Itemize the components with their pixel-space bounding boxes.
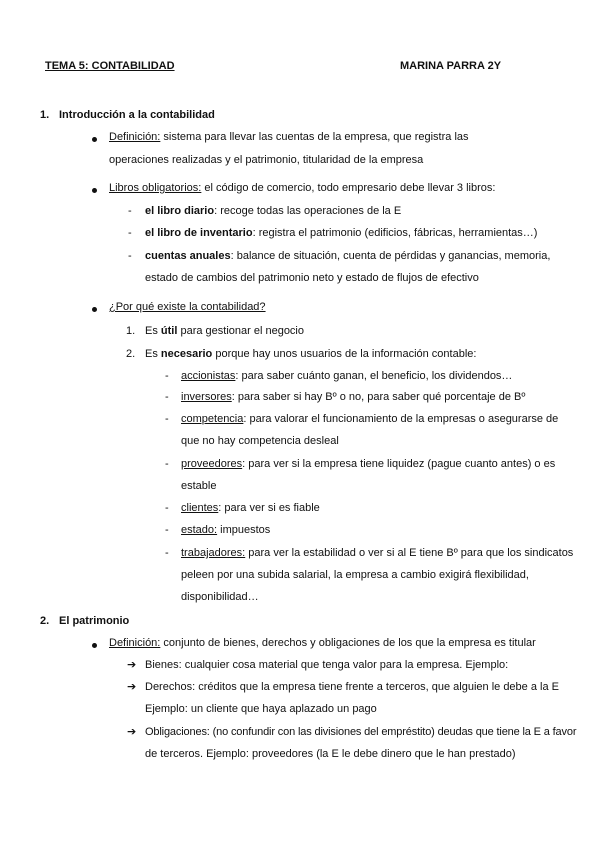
section1-number: 1.	[40, 109, 50, 121]
numbered-pre: Es	[145, 325, 161, 337]
arrow-item-cont: Ejemplo: un cliente que haya aplazado un pago	[145, 703, 377, 715]
libro-item-cont: estado de cambios del patrimonio neto y estado de flujos de efectivo	[145, 272, 479, 284]
arrow-item: Derechos: créditos que la empresa tiene frente a terceros, que alguien le debe a la E	[145, 681, 559, 693]
libro-item	[145, 226, 537, 240]
user-text: : para saber cuánto ganan, el beneficio, los dividendos…	[235, 370, 513, 382]
numbered-bold: necesario	[160, 348, 213, 360]
numbered-bold: útil	[160, 325, 178, 337]
dash-marker: -	[165, 502, 169, 514]
document-title: TEMA 5: CONTABILIDAD	[45, 60, 175, 72]
author-name: MARINA PARRA 2Y	[400, 60, 502, 72]
user-text: : para saber si hay Bº o no, para saber qué porcentaje de Bº	[231, 391, 526, 403]
arrow-icon: ➔	[127, 726, 137, 738]
user-label: proveedores	[181, 458, 243, 470]
bullet-icon	[92, 188, 97, 193]
dash-marker: -	[128, 205, 132, 217]
list-number: 1.	[126, 325, 136, 337]
user-text: para ver la estabilidad o ver si al E tiene Bº para que los sindicatos	[245, 547, 574, 559]
bullet-icon	[92, 307, 97, 312]
user-label: inversores	[181, 391, 232, 403]
arrow-item: Bienes: cualquier cosa material que tenga valor para la empresa. Ejemplo:	[145, 659, 509, 671]
user-label: clientes	[181, 502, 219, 514]
numbered-item	[145, 324, 304, 338]
dash-marker: -	[165, 547, 169, 559]
numbered-post: porque hay unos usuarios de la información contable:	[212, 348, 477, 360]
patrimonio-definicion	[109, 636, 536, 650]
numbered-item	[145, 347, 476, 361]
libros-label: Libros obligatorios:	[109, 182, 202, 194]
dash-marker: -	[165, 391, 169, 403]
user-item-cont: que no hay competencia desleal	[181, 435, 339, 447]
dash-marker: -	[165, 370, 169, 382]
libro-item-text: : registra el patrimonio (edificios, fábricas, herramientas…)	[252, 227, 538, 239]
dash-marker: -	[165, 458, 169, 470]
dash-marker: -	[165, 413, 169, 425]
libro-item-bold: cuentas anuales	[145, 250, 231, 262]
user-item	[181, 546, 573, 560]
dash-marker: -	[128, 227, 132, 239]
user-text: : para ver si es fiable	[218, 502, 320, 514]
bullet-icon	[92, 643, 97, 648]
section2-number: 2.	[40, 615, 50, 627]
user-item	[181, 369, 512, 383]
arrow-icon: ➔	[127, 659, 137, 671]
numbered-pre: Es	[145, 348, 161, 360]
porque-label: ¿Por qué existe la contabilidad?	[109, 301, 266, 313]
user-label: trabajadores:	[181, 547, 246, 559]
arrow-item-cont: de terceros. Ejemplo: proveedores (la E le debe dinero que le han prestado)	[145, 748, 516, 760]
user-text: : para valorar el funcionamiento de la empresas o asegurarse de	[243, 413, 559, 425]
user-item	[181, 390, 525, 404]
libro-item-bold: el libro diario	[145, 205, 215, 217]
user-item-cont: estable	[181, 480, 217, 492]
user-item	[181, 523, 270, 537]
definicion-label: Definición:	[109, 131, 161, 143]
arrow-item: Obligaciones: (no confundir con las divisiones del empréstito) deudas que tiene la E a favor	[145, 726, 577, 738]
definicion-text: sistema para llevar las cuentas de la empresa, que registra las	[160, 131, 469, 143]
user-text: impuestos	[217, 524, 271, 536]
user-item	[181, 412, 558, 426]
dash-marker: -	[165, 524, 169, 536]
user-item	[181, 457, 555, 471]
libro-item	[145, 204, 401, 218]
libro-item-bold: el libro de inventario	[145, 227, 253, 239]
patrimonio-definicion-text: conjunto de bienes, derechos y obligaciones de los que la empresa es titular	[160, 637, 536, 649]
section1-heading: Introducción a la contabilidad	[59, 109, 215, 121]
definicion-line2: operaciones realizadas y el patrimonio, titularidad de la empresa	[109, 154, 424, 166]
arrow-icon: ➔	[127, 681, 137, 693]
user-label: accionistas	[181, 370, 236, 382]
libro-item-text: : balance de situación, cuenta de pérdidas y ganancias, memoria,	[230, 250, 551, 262]
libro-item-text: : recoge todas las operaciones de la E	[214, 205, 402, 217]
list-number: 2.	[126, 348, 136, 360]
section2-heading: El patrimonio	[59, 615, 130, 627]
patrimonio-definicion-label: Definición:	[109, 637, 161, 649]
libros-text: el código de comercio, todo empresario debe llevar 3 libros:	[201, 182, 496, 194]
libros-line	[109, 181, 495, 195]
user-item	[181, 501, 320, 515]
user-text: : para ver si la empresa tiene liquidez (pague cuanto antes) o es	[242, 458, 556, 470]
user-label: competencia	[181, 413, 244, 425]
user-label: estado:	[181, 524, 218, 536]
user-item-cont: disponibilidad…	[181, 591, 259, 603]
dash-marker: -	[128, 250, 132, 262]
definicion-line1	[109, 130, 469, 144]
libro-item	[145, 249, 550, 263]
bullet-icon	[92, 137, 97, 142]
numbered-post: para gestionar el negocio	[177, 325, 304, 337]
user-item-cont: peleen por una subida salarial, la empresa a cambio exigirá flexibilidad,	[181, 569, 529, 581]
